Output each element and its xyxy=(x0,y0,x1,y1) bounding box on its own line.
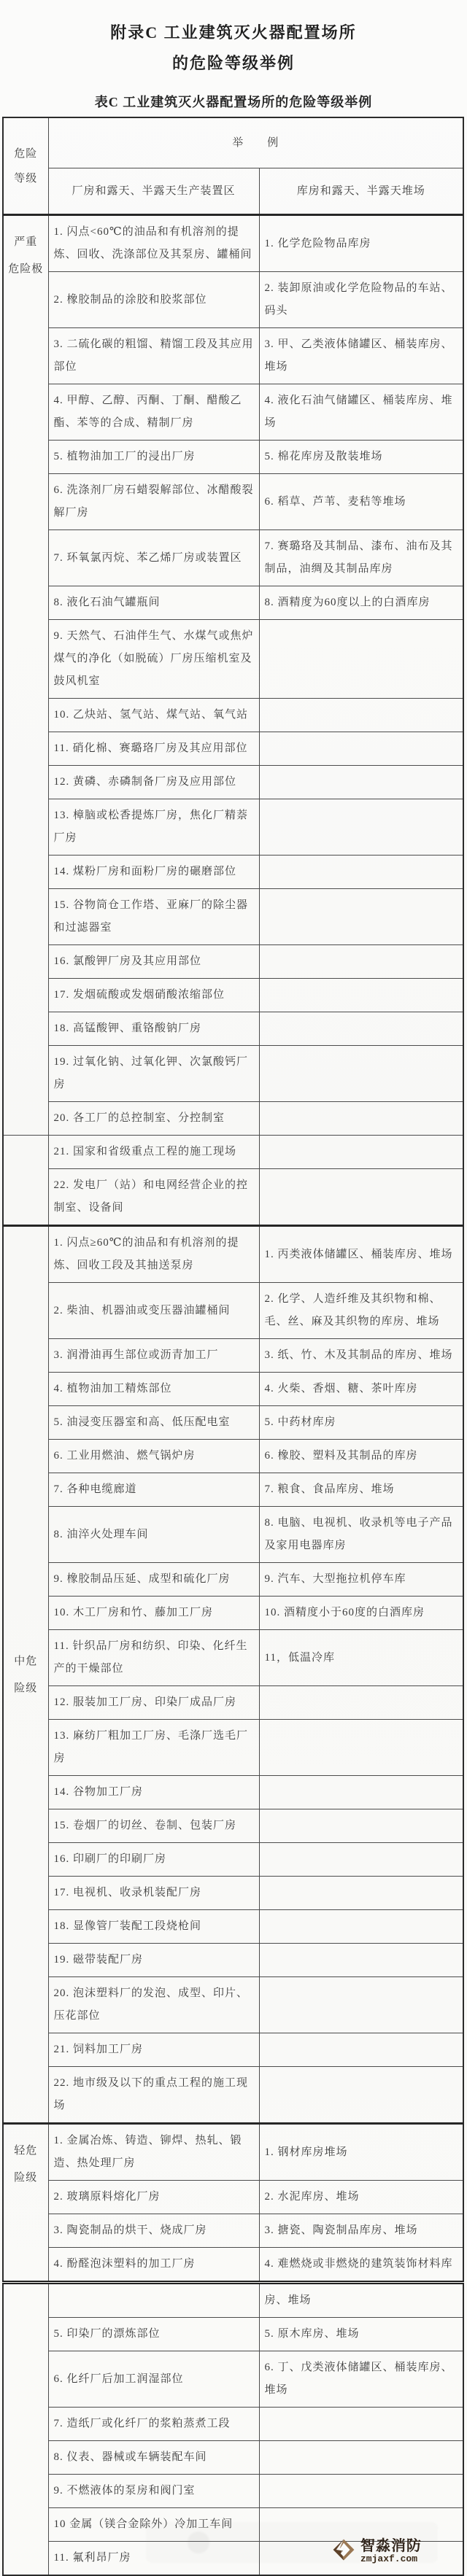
warehouse-example-cell xyxy=(259,979,463,1012)
factory-example-cell: 21. 饲料加工厂房 xyxy=(48,2033,259,2067)
factory-example-cell: 11. 氟利昂厂房 xyxy=(48,2542,259,2576)
table-row xyxy=(3,1630,463,1686)
warehouse-example-cell xyxy=(259,1910,463,1944)
factory-example-cell: 20. 泡沫塑料厂的发泡、成型、印片、压花部位 xyxy=(48,1977,259,2033)
warehouse-example-cell xyxy=(259,732,463,766)
factory-example-cell: 19. 过氧化钠、过氧化钾、次氯酸钙厂房 xyxy=(48,1046,259,1102)
table-row xyxy=(3,945,463,979)
table-row xyxy=(3,2318,463,2351)
hazard-level-header-line2: 等级 xyxy=(14,172,38,185)
hazard-level-label: 轻危 xyxy=(14,2145,38,2157)
watermark-site: zmjaxf.com xyxy=(360,2553,418,2565)
warehouse-example-cell: 8. 酒精度为60度以上的白酒库房 xyxy=(259,586,463,620)
table-row xyxy=(3,272,463,328)
hazard-level-cell xyxy=(3,1136,48,1226)
warehouse-example-cell: 1. 化学危险物品库房 xyxy=(259,215,463,272)
table-row xyxy=(3,1440,463,1473)
factory-example-cell: 5. 印染厂的漂炼部位 xyxy=(48,2318,259,2351)
warehouse-example-cell: 8. 电脑、电视机、收录机等电子产品及家用电器库房 xyxy=(259,1507,463,1563)
hazard-level-header xyxy=(3,117,48,215)
warehouse-example-cell: 2. 水泥库房、堆场 xyxy=(259,2181,463,2214)
warehouse-example-cell: 2. 化学、人造纤维及其织物和棉、毛、丝、麻及其织物的库房、堆场 xyxy=(259,1283,463,1339)
warehouse-example-cell xyxy=(259,1720,463,1776)
factory-example-cell: 20. 各工厂的总控制室、分控制室 xyxy=(48,1102,259,1136)
warehouse-example-cell: 1. 丙类液体储罐区、桶装库房、堆场 xyxy=(259,1226,463,1283)
factory-column-header: 厂房和露天、半露天生产装置区 xyxy=(48,168,259,215)
table-row xyxy=(3,2248,463,2283)
warehouse-example-cell xyxy=(259,1977,463,2033)
hazard-level-cell xyxy=(3,1226,48,2124)
factory-example-cell: 9. 天然气、石油伴生气、水煤气或焦炉煤气的净化（如脱硫）厂房压缩机室及鼓风机室 xyxy=(48,620,259,699)
warehouse-example-cell: 7. 赛璐珞及其制品、漆布、油布及其制品，油绸及其制品库房 xyxy=(259,530,463,586)
hazard-level-label: 严重 xyxy=(14,236,38,248)
brand-diamond-icon xyxy=(331,2537,356,2566)
factory-example-cell: 15. 卷烟厂的切丝、卷制、包装厂房 xyxy=(48,1809,259,1843)
table-row xyxy=(3,1283,463,1339)
factory-example-cell: 3. 陶瓷制品的烘干、烧成厂房 xyxy=(48,2214,259,2248)
warehouse-example-cell: 7. 粮食、食品库房、堆场 xyxy=(259,1473,463,1507)
warehouse-example-cell: 3. 甲、乙类液体储罐区、桶装库房、堆场 xyxy=(259,328,463,384)
factory-example-cell: 7. 造纸厂或化纤厂的浆粕蒸煮工段 xyxy=(48,2408,259,2441)
table-row xyxy=(3,2475,463,2508)
warehouse-example-cell xyxy=(259,1136,463,1169)
table-row xyxy=(3,2283,463,2318)
warehouse-example-cell: 3. 搪瓷、陶瓷制品库房、堆场 xyxy=(259,2214,463,2248)
factory-example-cell: 12. 黄磷、赤磷制备厂房及应用部位 xyxy=(48,766,259,799)
warehouse-example-cell xyxy=(259,1046,463,1102)
hazard-table xyxy=(2,117,464,2576)
table-row xyxy=(3,1012,463,1046)
factory-example-cell: 4. 甲醇、乙醇、丙酮、丁酮、醋酸乙酯、苯等的合成、精制厂房 xyxy=(48,384,259,441)
table-row xyxy=(3,1910,463,1944)
table-row xyxy=(3,620,463,699)
table-row xyxy=(3,1720,463,1776)
factory-example-cell: 4. 酚醛泡沫塑料的加工厂房 xyxy=(48,2248,259,2283)
warehouse-example-cell xyxy=(259,1012,463,1046)
table-row xyxy=(3,1597,463,1630)
table-row xyxy=(3,979,463,1012)
factory-example-cell: 7. 环氧氯丙烷、苯乙烯厂房或装置区 xyxy=(48,530,259,586)
factory-example-cell: 3. 二硫化碳的粗馏、精馏工段及其应用部位 xyxy=(48,328,259,384)
warehouse-example-cell: 1. 钢材库房堆场 xyxy=(259,2124,463,2181)
watermark-brand: 智淼消防 xyxy=(360,2538,422,2555)
factory-example-cell: 15. 谷物筒仓工作塔、亚麻厂的除尘器和过滤器室 xyxy=(48,889,259,945)
warehouse-example-cell: 5. 棉花库房及散装堆场 xyxy=(259,441,463,474)
warehouse-example-cell: 5. 中药材库房 xyxy=(259,1406,463,1440)
hazard-section xyxy=(3,1136,463,1226)
warehouse-example-cell xyxy=(259,1776,463,1809)
hazard-level-cell xyxy=(3,215,48,1136)
factory-example-cell: 17. 发烟硫酸或发烟硝酸浓缩部位 xyxy=(48,979,259,1012)
table-row xyxy=(3,1169,463,1226)
table-row xyxy=(3,1686,463,1720)
warehouse-example-cell: 6. 橡胶、塑料及其制品的库房 xyxy=(259,1440,463,1473)
table-row xyxy=(3,1507,463,1563)
header-row-2 xyxy=(3,168,463,215)
warehouse-example-cell xyxy=(259,856,463,889)
warehouse-example-cell xyxy=(259,1809,463,1843)
warehouse-example-cell: 6. 丁、戊类液体储罐区、桶装库房、堆场 xyxy=(259,2351,463,2408)
table-row xyxy=(3,2067,463,2124)
page-title-line1: 附录C 工业建筑灭火器配置场所 xyxy=(110,23,357,42)
warehouse-example-cell xyxy=(259,2475,463,2508)
table-row xyxy=(3,889,463,945)
hazard-level-label: 危险极 xyxy=(8,263,44,275)
factory-example-cell: 19. 磁带装配厂房 xyxy=(48,1944,259,1977)
table-row xyxy=(3,2033,463,2067)
warehouse-example-cell: 11，低温冷库 xyxy=(259,1630,463,1686)
factory-example-cell: 2. 橡胶制品的涂胶和胶浆部位 xyxy=(48,272,259,328)
factory-example-cell: 7. 各种电缆廊道 xyxy=(48,1473,259,1507)
table-row xyxy=(3,766,463,799)
factory-example-cell: 8. 仪表、器械或车辆装配车间 xyxy=(48,2441,259,2475)
table-row xyxy=(3,1339,463,1373)
factory-example-cell: 6. 化纤厂后加工润湿部位 xyxy=(48,2351,259,2408)
factory-example-cell: 10. 乙炔站、氢气站、煤气站、氧气站 xyxy=(48,699,259,732)
factory-example-cell: 22. 发电厂（站）和电网经营企业的控制室、设备间 xyxy=(48,1169,259,1226)
factory-example-cell: 6. 洗涤剂厂房石蜡裂解部位、冰醋酸裂解厂房 xyxy=(48,474,259,530)
warehouse-example-cell xyxy=(259,2067,463,2124)
factory-example-cell xyxy=(48,2283,259,2318)
factory-example-cell: 9. 不燃液体的泵房和阀门室 xyxy=(48,2475,259,2508)
warehouse-example-cell xyxy=(259,1877,463,1910)
table-row xyxy=(3,1136,463,1169)
warehouse-example-cell xyxy=(259,1102,463,1136)
table-header xyxy=(3,117,463,215)
factory-example-cell: 2. 柴油、机器油或变压器油罐桶间 xyxy=(48,1283,259,1339)
warehouse-example-cell xyxy=(259,620,463,699)
warehouse-example-cell xyxy=(259,1944,463,1977)
warehouse-example-cell xyxy=(259,699,463,732)
factory-example-cell: 14. 谷物加工厂房 xyxy=(48,1776,259,1809)
factory-example-cell: 8. 油淬火处理车间 xyxy=(48,1507,259,1563)
hazard-section xyxy=(3,1226,463,2124)
watermark-text xyxy=(360,2538,422,2564)
watermark-logo xyxy=(331,2537,422,2566)
table-row xyxy=(3,1877,463,1910)
table-row xyxy=(3,1373,463,1406)
warehouse-column-header: 库房和露天、半露天堆场 xyxy=(259,168,463,215)
table-row xyxy=(3,856,463,889)
table-row xyxy=(3,215,463,272)
table-caption: 表C 工业建筑灭火器配置场所的危险等级举例 xyxy=(94,95,373,109)
warehouse-example-cell: 5. 原木库房、堆场 xyxy=(259,2318,463,2351)
hazard-level-label: 险级 xyxy=(14,1682,38,1694)
factory-example-cell: 11. 硝化棉、赛璐珞厂房及其应用部位 xyxy=(48,732,259,766)
table-row xyxy=(3,732,463,766)
warehouse-example-cell xyxy=(259,799,463,856)
hazard-level-label: 中危 xyxy=(14,1655,38,1667)
table-row xyxy=(3,2351,463,2408)
factory-example-cell: 22. 地市级及以下的重点工程的施工现场 xyxy=(48,2067,259,2124)
table-row xyxy=(3,1977,463,2033)
factory-example-cell: 1. 金属冶炼、铸造、铆焊、热轧、锻造、热处理厂房 xyxy=(48,2124,259,2181)
table-row xyxy=(3,1473,463,1507)
warehouse-example-cell xyxy=(259,2408,463,2441)
factory-example-cell: 3. 润滑油再生部位或沥青加工厂 xyxy=(48,1339,259,1373)
table-row xyxy=(3,1944,463,1977)
warehouse-example-cell: 10. 酒精度小于60度的白酒库房 xyxy=(259,1597,463,1630)
factory-example-cell: 13. 麻纺厂粗加工厂房、毛涤厂选毛厂房 xyxy=(48,1720,259,1776)
factory-example-cell: 2. 玻璃原料熔化厂房 xyxy=(48,2181,259,2214)
table-row xyxy=(3,2441,463,2475)
hazard-level-cell xyxy=(3,2283,48,2576)
factory-example-cell: 21. 国家和省级重点工程的施工现场 xyxy=(48,1136,259,1169)
table-row xyxy=(3,1843,463,1877)
table-row xyxy=(3,1046,463,1102)
warehouse-example-cell xyxy=(259,2441,463,2475)
table-row xyxy=(3,586,463,620)
table-row xyxy=(3,1102,463,1136)
hazard-level-header-line1: 危险 xyxy=(14,147,38,160)
hazard-level-cell xyxy=(3,2124,48,2283)
hazard-level-label: 险级 xyxy=(14,2172,38,2184)
warehouse-example-cell xyxy=(259,2033,463,2067)
table-row xyxy=(3,474,463,530)
table-row xyxy=(3,1563,463,1597)
factory-example-cell: 5. 植物油加工厂的浸出厂房 xyxy=(48,441,259,474)
factory-example-cell: 4. 植物油加工精炼部位 xyxy=(48,1373,259,1406)
hazard-section xyxy=(3,215,463,1136)
factory-example-cell: 10. 木工厂房和竹、藤加工厂房 xyxy=(48,1597,259,1630)
table-row xyxy=(3,1776,463,1809)
factory-example-cell: 13. 樟脑或松香提炼厂房，焦化厂精萘厂房 xyxy=(48,799,259,856)
warehouse-example-cell: 4. 液化石油气储罐区、桶装库房、堆场 xyxy=(259,384,463,441)
table-row xyxy=(3,2408,463,2441)
page-title xyxy=(0,18,467,79)
warehouse-example-cell: 4. 难燃烧或非燃烧的建筑装饰材料库 xyxy=(259,2248,463,2283)
table-row xyxy=(3,699,463,732)
page-title-line2: 的危险等级举例 xyxy=(171,54,295,72)
factory-example-cell: 16. 印刷厂的印刷厂房 xyxy=(48,1843,259,1877)
table-row xyxy=(3,2181,463,2214)
warehouse-example-cell: 6. 稻草、芦苇、麦秸等堆场 xyxy=(259,474,463,530)
warehouse-example-cell xyxy=(259,766,463,799)
factory-example-cell: 11. 针织品厂房和纺织、印染、化纤生产的干燥部位 xyxy=(48,1630,259,1686)
warehouse-example-cell xyxy=(259,1169,463,1226)
header-row-1 xyxy=(3,117,463,168)
warehouse-example-cell xyxy=(259,889,463,945)
factory-example-cell: 17. 电视机、收录机装配厂房 xyxy=(48,1877,259,1910)
factory-example-cell: 12. 服装加工厂房、印染厂成品厂房 xyxy=(48,1686,259,1720)
table-row xyxy=(3,2124,463,2181)
factory-example-cell: 14. 煤粉厂房和面粉厂房的碾磨部位 xyxy=(48,856,259,889)
factory-example-cell: 18. 高锰酸钾、重铬酸钠厂房 xyxy=(48,1012,259,1046)
table-row xyxy=(3,441,463,474)
factory-example-cell: 8. 液化石油气罐瓶间 xyxy=(48,586,259,620)
warehouse-example-cell: 4. 火柴、香烟、糖、茶叶库房 xyxy=(259,1373,463,1406)
table-row xyxy=(3,2214,463,2248)
factory-example-cell: 10 金属（镁合金除外）冷加工车间 xyxy=(48,2508,259,2542)
table-row xyxy=(3,799,463,856)
factory-example-cell: 9. 橡胶制品压延、成型和硫化厂房 xyxy=(48,1563,259,1597)
factory-example-cell: 1. 闪点≥60℃的油品和有机溶剂的提炼、回收工段及其抽送泵房 xyxy=(48,1226,259,1283)
warehouse-example-cell xyxy=(259,1686,463,1720)
factory-example-cell: 5. 油浸变压器室和高、低压配电室 xyxy=(48,1406,259,1440)
table-row xyxy=(3,1406,463,1440)
table-row xyxy=(3,1809,463,1843)
warehouse-example-cell: 2. 装卸原油或化学危险物品的车站、码头 xyxy=(259,272,463,328)
factory-example-cell: 1. 闪点<60℃的油品和有机溶剂的提炼、回收、洗涤部位及其泵房、罐桶间 xyxy=(48,215,259,272)
warehouse-example-cell: 3. 纸、竹、木及其制品的库房、堆场 xyxy=(259,1339,463,1373)
factory-example-cell: 16. 氯酸钾厂房及其应用部位 xyxy=(48,945,259,979)
table-row xyxy=(3,1226,463,1283)
warehouse-example-cell xyxy=(259,945,463,979)
table-row xyxy=(3,328,463,384)
examples-header: 举 例 xyxy=(48,117,463,168)
warehouse-example-cell xyxy=(259,1843,463,1877)
factory-example-cell: 18. 显像管厂装配工段烧枪间 xyxy=(48,1910,259,1944)
table-row xyxy=(3,384,463,441)
hazard-section xyxy=(3,2124,463,2283)
warehouse-example-cell: 房、堆场 xyxy=(259,2283,463,2318)
table-row xyxy=(3,530,463,586)
factory-example-cell: 6. 工业用燃油、燃气锅炉房 xyxy=(48,1440,259,1473)
warehouse-example-cell: 9. 汽车、大型拖拉机停车库 xyxy=(259,1563,463,1597)
